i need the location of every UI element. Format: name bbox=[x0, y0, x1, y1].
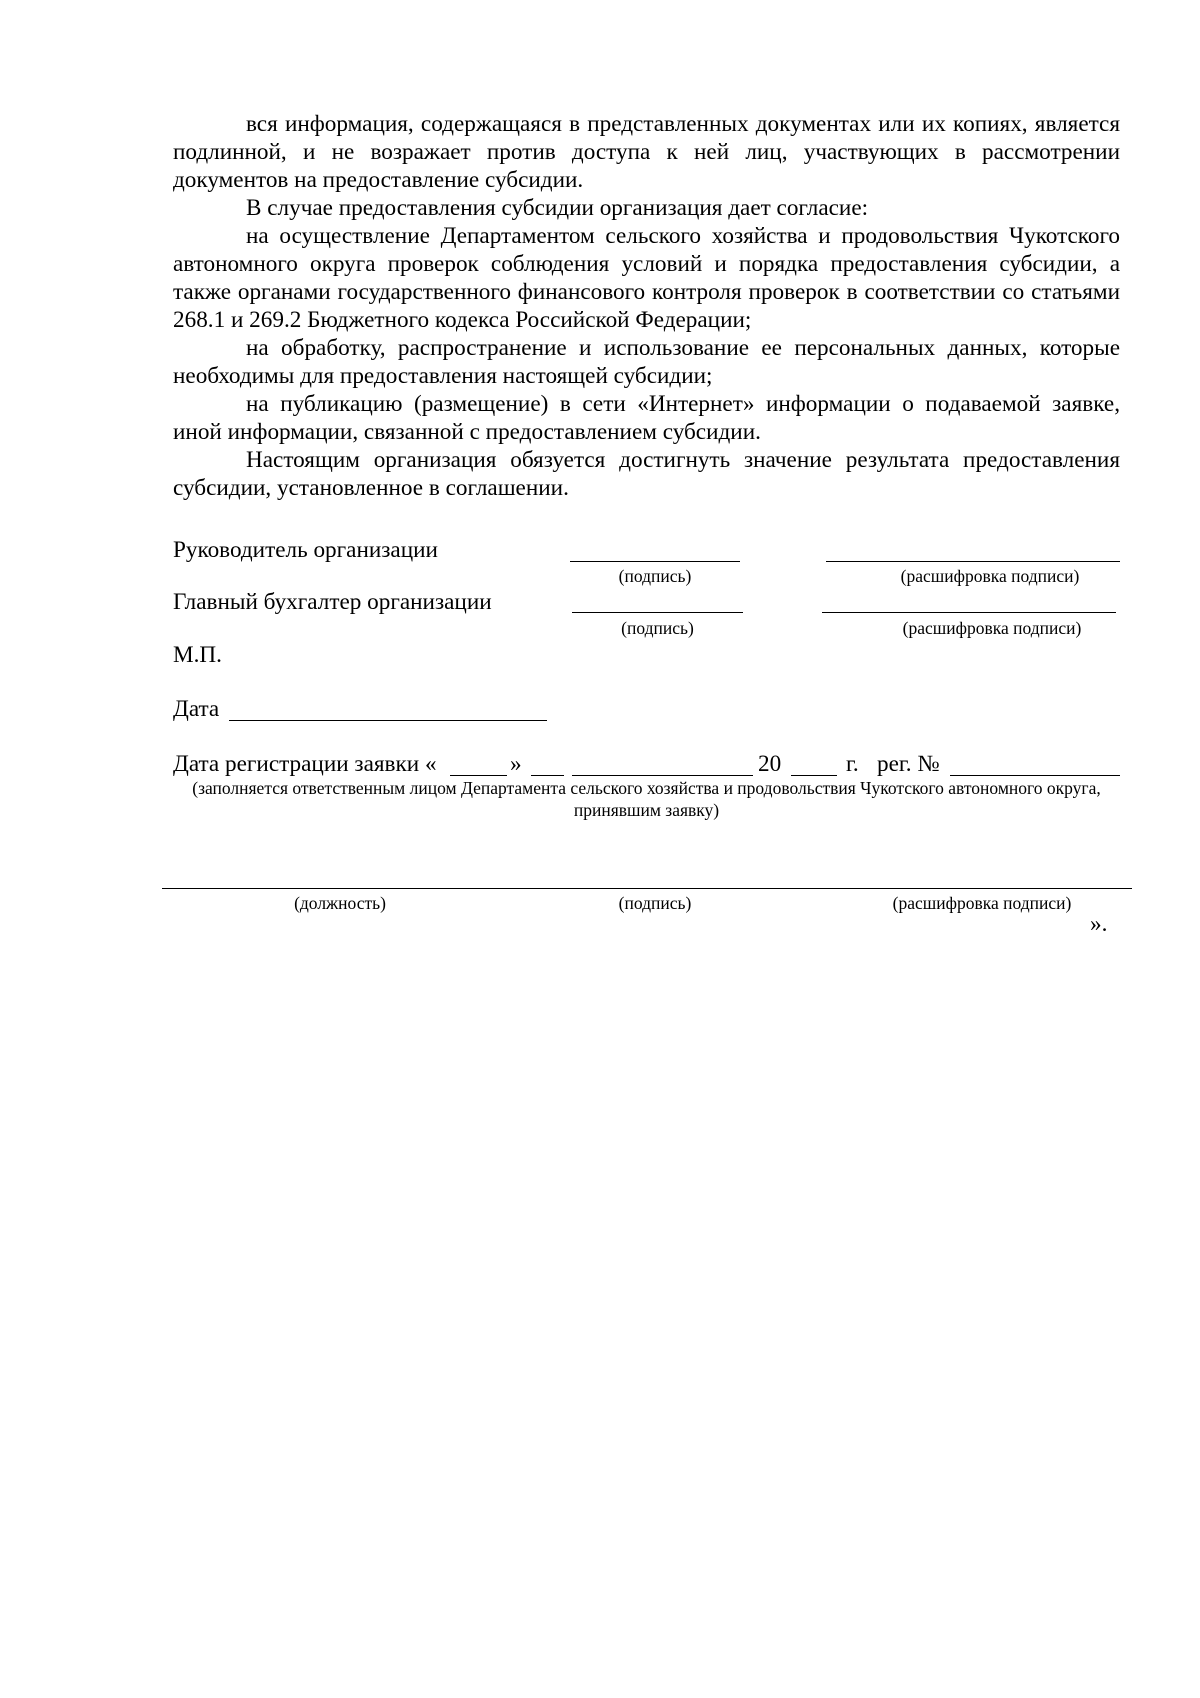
registration-note: (заполняется ответственным лицом Департамента сельского хозяйства и продовольствия Чукотского автономного округа, принявшим заявку) bbox=[192, 778, 1101, 820]
head-decoding-line[interactable] bbox=[826, 561, 1120, 562]
head-label: Руководитель организации bbox=[173, 537, 438, 563]
registration-number-label: рег. № bbox=[877, 751, 940, 777]
head-decoding-caption: (расшифровка подписи) bbox=[900, 566, 1080, 586]
accountant-signature-line[interactable] bbox=[572, 612, 743, 613]
registration-year-line[interactable] bbox=[791, 775, 837, 776]
paragraph-obligation: Настоящим организация обязуется достигнуть значение результата предоставления субсидии, установленное в соглашении. bbox=[173, 447, 1120, 501]
stamp-label: М.П. bbox=[173, 642, 222, 668]
paragraph-consent-publication: на публикацию (размещение) в сети «Интернет» информации о подаваемой заявке, иной информации, связанной с предоставлением субсидии. bbox=[173, 391, 1120, 445]
paragraph-authenticity: вся информация, содержащаяся в представленных документах или их копиях, является подлинной, и не возражает против доступа к ней лиц, участвующих в рассмотрении документов на предоставление субсидии. bbox=[173, 111, 1120, 193]
accountant-label: Главный бухгалтер организации bbox=[173, 589, 492, 615]
paragraph-consent-inspections: на осуществление Департаментом сельского хозяйства и продовольствия Чукотского автономного округа проверок соблюдения условий и порядка предоставления субсидии, а также органами государственного финансового контроля проверок в соответствии со статьями 268.1 и 269.2 Бюджетного кодекса Российской Федерации; bbox=[173, 223, 1120, 333]
paragraph-consent-intro: В случае предоставления субсидии организация дает согласие: bbox=[246, 195, 869, 221]
registration-label: Дата регистрации заявки « bbox=[173, 751, 437, 777]
accountant-signature-caption: (подпись) bbox=[621, 618, 694, 638]
head-signature-caption: (подпись) bbox=[618, 566, 692, 586]
registration-day-line[interactable] bbox=[450, 775, 507, 776]
accountant-decoding-line[interactable] bbox=[822, 612, 1116, 613]
official-decoding-caption: (расшифровка подписи) bbox=[892, 893, 1072, 913]
consent-text-block bbox=[173, 110, 1120, 502]
date-label: Дата bbox=[173, 696, 220, 722]
registration-quote-close: » bbox=[510, 751, 522, 777]
official-signature-caption: (подпись) bbox=[618, 893, 692, 913]
registration-extra-line[interactable] bbox=[531, 775, 564, 776]
paragraph-consent-personal-data: на обработку, распространение и использование ее персональных данных, которые необходимы для предоставления настоящей субсидии; bbox=[173, 335, 1120, 389]
registration-month-line[interactable] bbox=[572, 775, 753, 776]
date-line[interactable] bbox=[229, 720, 547, 721]
official-position-caption: (должность) bbox=[294, 893, 386, 913]
accountant-decoding-caption: (расшифровка подписи) bbox=[902, 618, 1082, 638]
registration-number-line[interactable] bbox=[950, 775, 1120, 776]
registration-year-suffix: г. bbox=[846, 751, 859, 777]
registration-year-prefix: 20 bbox=[758, 751, 782, 777]
head-signature-line[interactable] bbox=[570, 561, 740, 562]
official-signature-line[interactable] bbox=[162, 888, 1132, 889]
closing-quote-mark: ». bbox=[1090, 911, 1108, 937]
